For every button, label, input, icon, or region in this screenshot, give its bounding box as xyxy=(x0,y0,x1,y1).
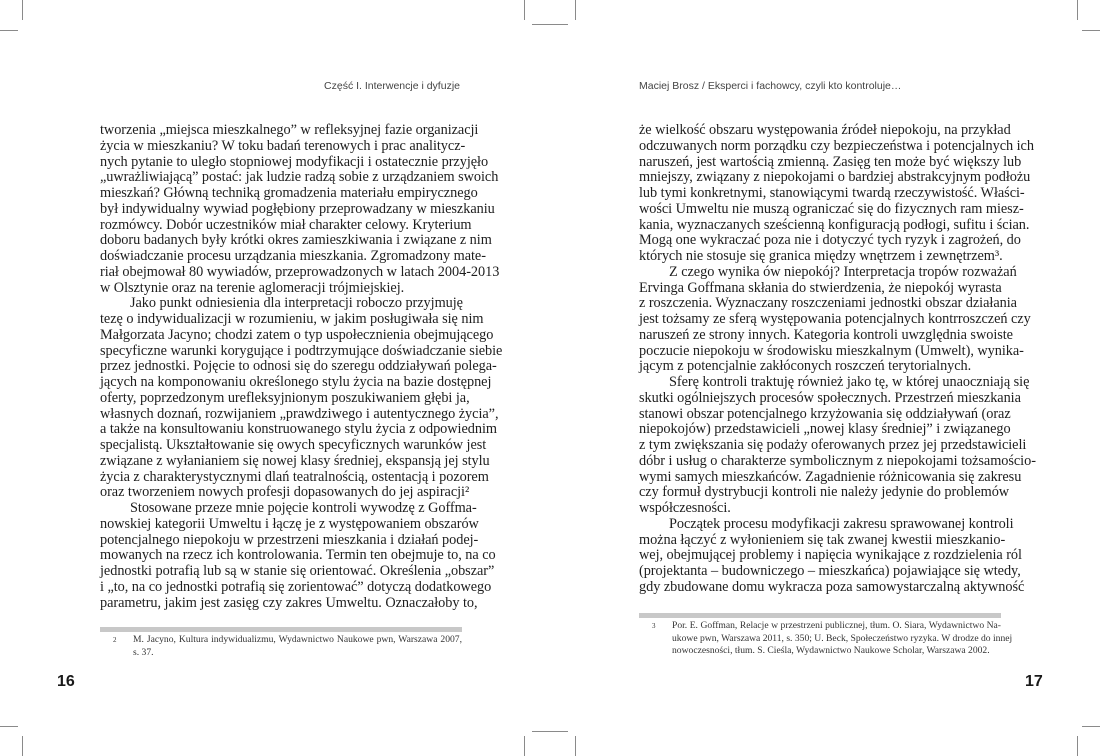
footnote-text xyxy=(133,634,462,659)
text-line: doboru badanych były krótki okres zamieszkiwania i związane z nim xyxy=(100,232,492,249)
footnote-text xyxy=(672,620,1013,658)
text-line: których nie stosuje się granica między wnętrzem i zewnętrzem³. xyxy=(639,248,1003,264)
text-line: Stosowane przeze mnie pojęcie kontroli wywodzę z Goffma- xyxy=(130,500,477,516)
text-line: stanowi obszar potencjalnego krzyżowania się oddziaływań (oraz xyxy=(639,405,1011,422)
text-line: w Olsztynie oraz na terenie aglomeracji trójmiejskiej. xyxy=(100,279,405,296)
text-line: (projektanta – budowniczego – mieszkańca) pojawiające się wtedy, xyxy=(639,563,1021,579)
text-line: potencjalnego niepokoju w przestrzeni mieszkania i działań podej- xyxy=(100,531,479,548)
text-line: i „to, na co jednostki potrafią się zorientować” dotyczą dodatkowego xyxy=(100,578,492,595)
text-line: oraz tworzeniem nowych profesji dopasowanych do jej aspiracji² xyxy=(100,484,470,501)
text-line: Mogą one wykraczać poza nie i dotyczyć tych ryzyk i zagrożeń, do xyxy=(639,232,1021,249)
text-line: był indywidualny wywiad pogłębiony przeprowadzany w mieszkaniu xyxy=(100,200,495,217)
text-line: współczesności. xyxy=(639,500,731,516)
text-line: „uwrażliwiającą” postać: jak ludzie radzą sobie z urządzaniem swoich xyxy=(100,169,499,186)
text-line: niepokojów) przedstawicieli „nowej klasy średniej” i związanego xyxy=(639,421,1011,438)
text-line: dóbr i usług o charakterze symbolicznym z niepokojami tożsamościo- xyxy=(639,452,1036,469)
text-line: a także na konsultowaniu konstruowanego stylu życia z odpowiednim xyxy=(100,421,497,438)
body-text xyxy=(639,122,1036,596)
text-line: Małgorzata Jacyno; chodzi zatem o typ uspołecznienia obejmującego xyxy=(100,326,494,343)
footnote xyxy=(639,620,1013,658)
text-line: mniejszy, związany z niepokojami o bardziej abstrakcyjnym podłożu xyxy=(639,169,1031,186)
text-line: doświadczanie procesu urządzania mieszkania. Zgromadzony mate- xyxy=(100,248,486,264)
text-line: Jako punkt odniesienia dla interpretacji roboczo przyjmuję xyxy=(130,295,463,312)
text-line: związane z wyłanianiem się nowej klasy średniej, ekspansją jej stylu xyxy=(100,452,490,469)
footnote xyxy=(100,634,462,659)
text-line: oferty, poprzedzonym urefleksyjnionym poszukiwaniem głębi ja, xyxy=(100,389,470,406)
text-line: wości Umweltu nie muszą ograniczać się do fizycznych ram miesz- xyxy=(639,200,1024,217)
text-line: skutki ogólniejszych procesów społecznych. Przestrzeń mieszkania xyxy=(639,389,1021,406)
footnote-number: 3 xyxy=(652,622,656,630)
text-line: poczucie niepokoju w środowisku mieszkalnym (Umwelt), wynika- xyxy=(639,342,1024,359)
text-line: własnych doznań, rozwijaniem „prawdziwego i autentycznego życia”, xyxy=(100,405,499,422)
text-line: lub tymi konkretnymi, stanowiącymi twardą rzeczywistość. Właści- xyxy=(639,185,1025,201)
footnote-number: 2 xyxy=(113,636,117,644)
text-line: że wielkość obszaru występowania źródeł niepokoju, na przykład xyxy=(639,122,1011,138)
text-line: specyficzne warunki korygujące i podtrzymujące doświadczanie siebie xyxy=(100,342,503,359)
text-line: Z czego wynika ów niepokój? Interpretacja tropów rozważań xyxy=(669,263,1017,280)
page-number: 17 xyxy=(1025,673,1043,690)
text-line: specjalistą. Ukształtowanie się owych specyficznych warunków jest xyxy=(100,437,487,453)
right-page xyxy=(550,0,1100,756)
text-line: przez jednostki. Pojęcie to odnosi się do szeregu oddziaływań polega- xyxy=(100,358,497,375)
footnote-line: ukowe pwn, Warszawa 2011, s. 350; U. Beck, Społeczeństwo ryzyka. W drodze do innej xyxy=(672,632,1013,644)
text-line: Sferę kontroli traktuję również jako tę, w której unaoczniają się xyxy=(669,374,1030,390)
text-line: naruszeń, jest wartością zmienną. Zasięg ten może być większy lub xyxy=(639,153,1022,170)
footnote-line: nowoczesności, tłum. S. Cieśla, Wydawnictwo Naukowe Scholar, Warszawa 2002. xyxy=(672,645,990,657)
text-line: riał obejmował 80 wywiadów, przeprowadzonych w latach 2004-2013 xyxy=(100,263,500,280)
text-line: z roszczenia. Wyznaczany roszczeniami jednostki obszar działania xyxy=(639,295,1017,312)
footnote-divider xyxy=(100,627,462,632)
text-line: życia w mieszkaniu? W toku badań terenowych i prac analitycz- xyxy=(100,137,466,154)
text-line: czy formuł dystrybucji kontroli nie należy jedynie do problemów xyxy=(639,484,1010,501)
text-line: nowskiej kategorii Umweltu i łączę je z występowaniem obszarów xyxy=(100,515,479,532)
text-line: Początek procesu modyfikacji zakresu sprawowanej kontroli xyxy=(669,515,1014,532)
text-line: wymi samych mieszkańców. Zagadnienie różnicowania się zakresu xyxy=(639,468,1022,485)
page-number: 16 xyxy=(57,673,75,690)
text-line: jących na komponowaniu określonego stylu życia na bazie dostępnej xyxy=(100,374,492,390)
text-line: tezę o indywidualizacji w rozumieniu, w jakim posługiwała się nim xyxy=(100,311,484,327)
text-line: kania, wyznaczanych sześcienną konfiguracją podłogi, sufitu i ścian. xyxy=(639,216,1030,233)
text-line: wej, obejmującej problemy i napięcia wynikające z rozdzielenia ról xyxy=(639,547,1022,564)
text-line: jednostki potrafią lub są w stanie się orientować. Określenia „obszar” xyxy=(100,563,495,579)
footnote-line: s. 37. xyxy=(133,646,154,658)
text-line: odczuwanych norm porządku czy bezpieczeństwa i potencjalnych ich xyxy=(639,137,1034,154)
text-line: mowanych na rzecz ich kontrolowania. Termin ten obejmuje to, na co xyxy=(100,547,496,564)
text-line: rozmówcy. Dobór uczestników miał charakter celowy. Kryterium xyxy=(100,216,472,233)
text-line: naruszeń ze strony innych. Kategoria kontroli uwzględnia swoiste xyxy=(639,326,1013,343)
footnote-line: M. Jacyno, Kultura indywidualizmu, Wydawnictwo Naukowe pwn, Warszawa 2007, xyxy=(133,634,462,645)
body-text xyxy=(100,122,503,611)
text-line: nych pytanie to uległo stopniowej modyfikacji i ostatecznie przyjęło xyxy=(100,153,489,170)
footnote-divider xyxy=(639,613,1001,618)
footnote-line: Por. E. Goffman, Relacje w przestrzeni publicznej, tłum. O. Siara, Wydawnictwo Na- xyxy=(672,620,1001,631)
text-line: tworzenia „miejsca mieszkalnego” w refleksyjnej fazie organizacji xyxy=(100,122,479,138)
text-line: jącym z potencjalnie zakłóconych roszczeń terytorialnych. xyxy=(639,358,972,375)
running-head: Część I. Interwencje i dyfuzje xyxy=(324,80,460,92)
text-line: mieszkań? Główną techniką gromadzenia materiału empirycznego xyxy=(100,185,478,201)
text-line: Ervinga Goffmana skłania do stwierdzenia, że niepokój wyrasta xyxy=(639,279,1002,296)
text-line: z tym zwiększania się podaży oferowanych przez jej przedstawicieli xyxy=(639,437,1027,453)
text-line: można łączyć z wyłonieniem się tak zwanej kwestii mieszkanio- xyxy=(639,531,1006,548)
text-line: jest tożsamy ze sferą występowania potencjalnych kontrroszczeń czy xyxy=(639,311,1031,327)
text-line: życia z charakterystycznymi dlań teatralnością, ostentacją i pozorem xyxy=(100,468,489,485)
text-line: parametru, jakim jest zasięg czy zakres Umweltu. Oznaczałoby to, xyxy=(100,594,478,611)
running-head: Maciej Brosz / Eksperci i fachowcy, czyli kto kontroluje… xyxy=(639,80,902,92)
text-line: gdy zbudowane domu wykracza poza samowystarczalną aktywność xyxy=(639,578,1025,595)
